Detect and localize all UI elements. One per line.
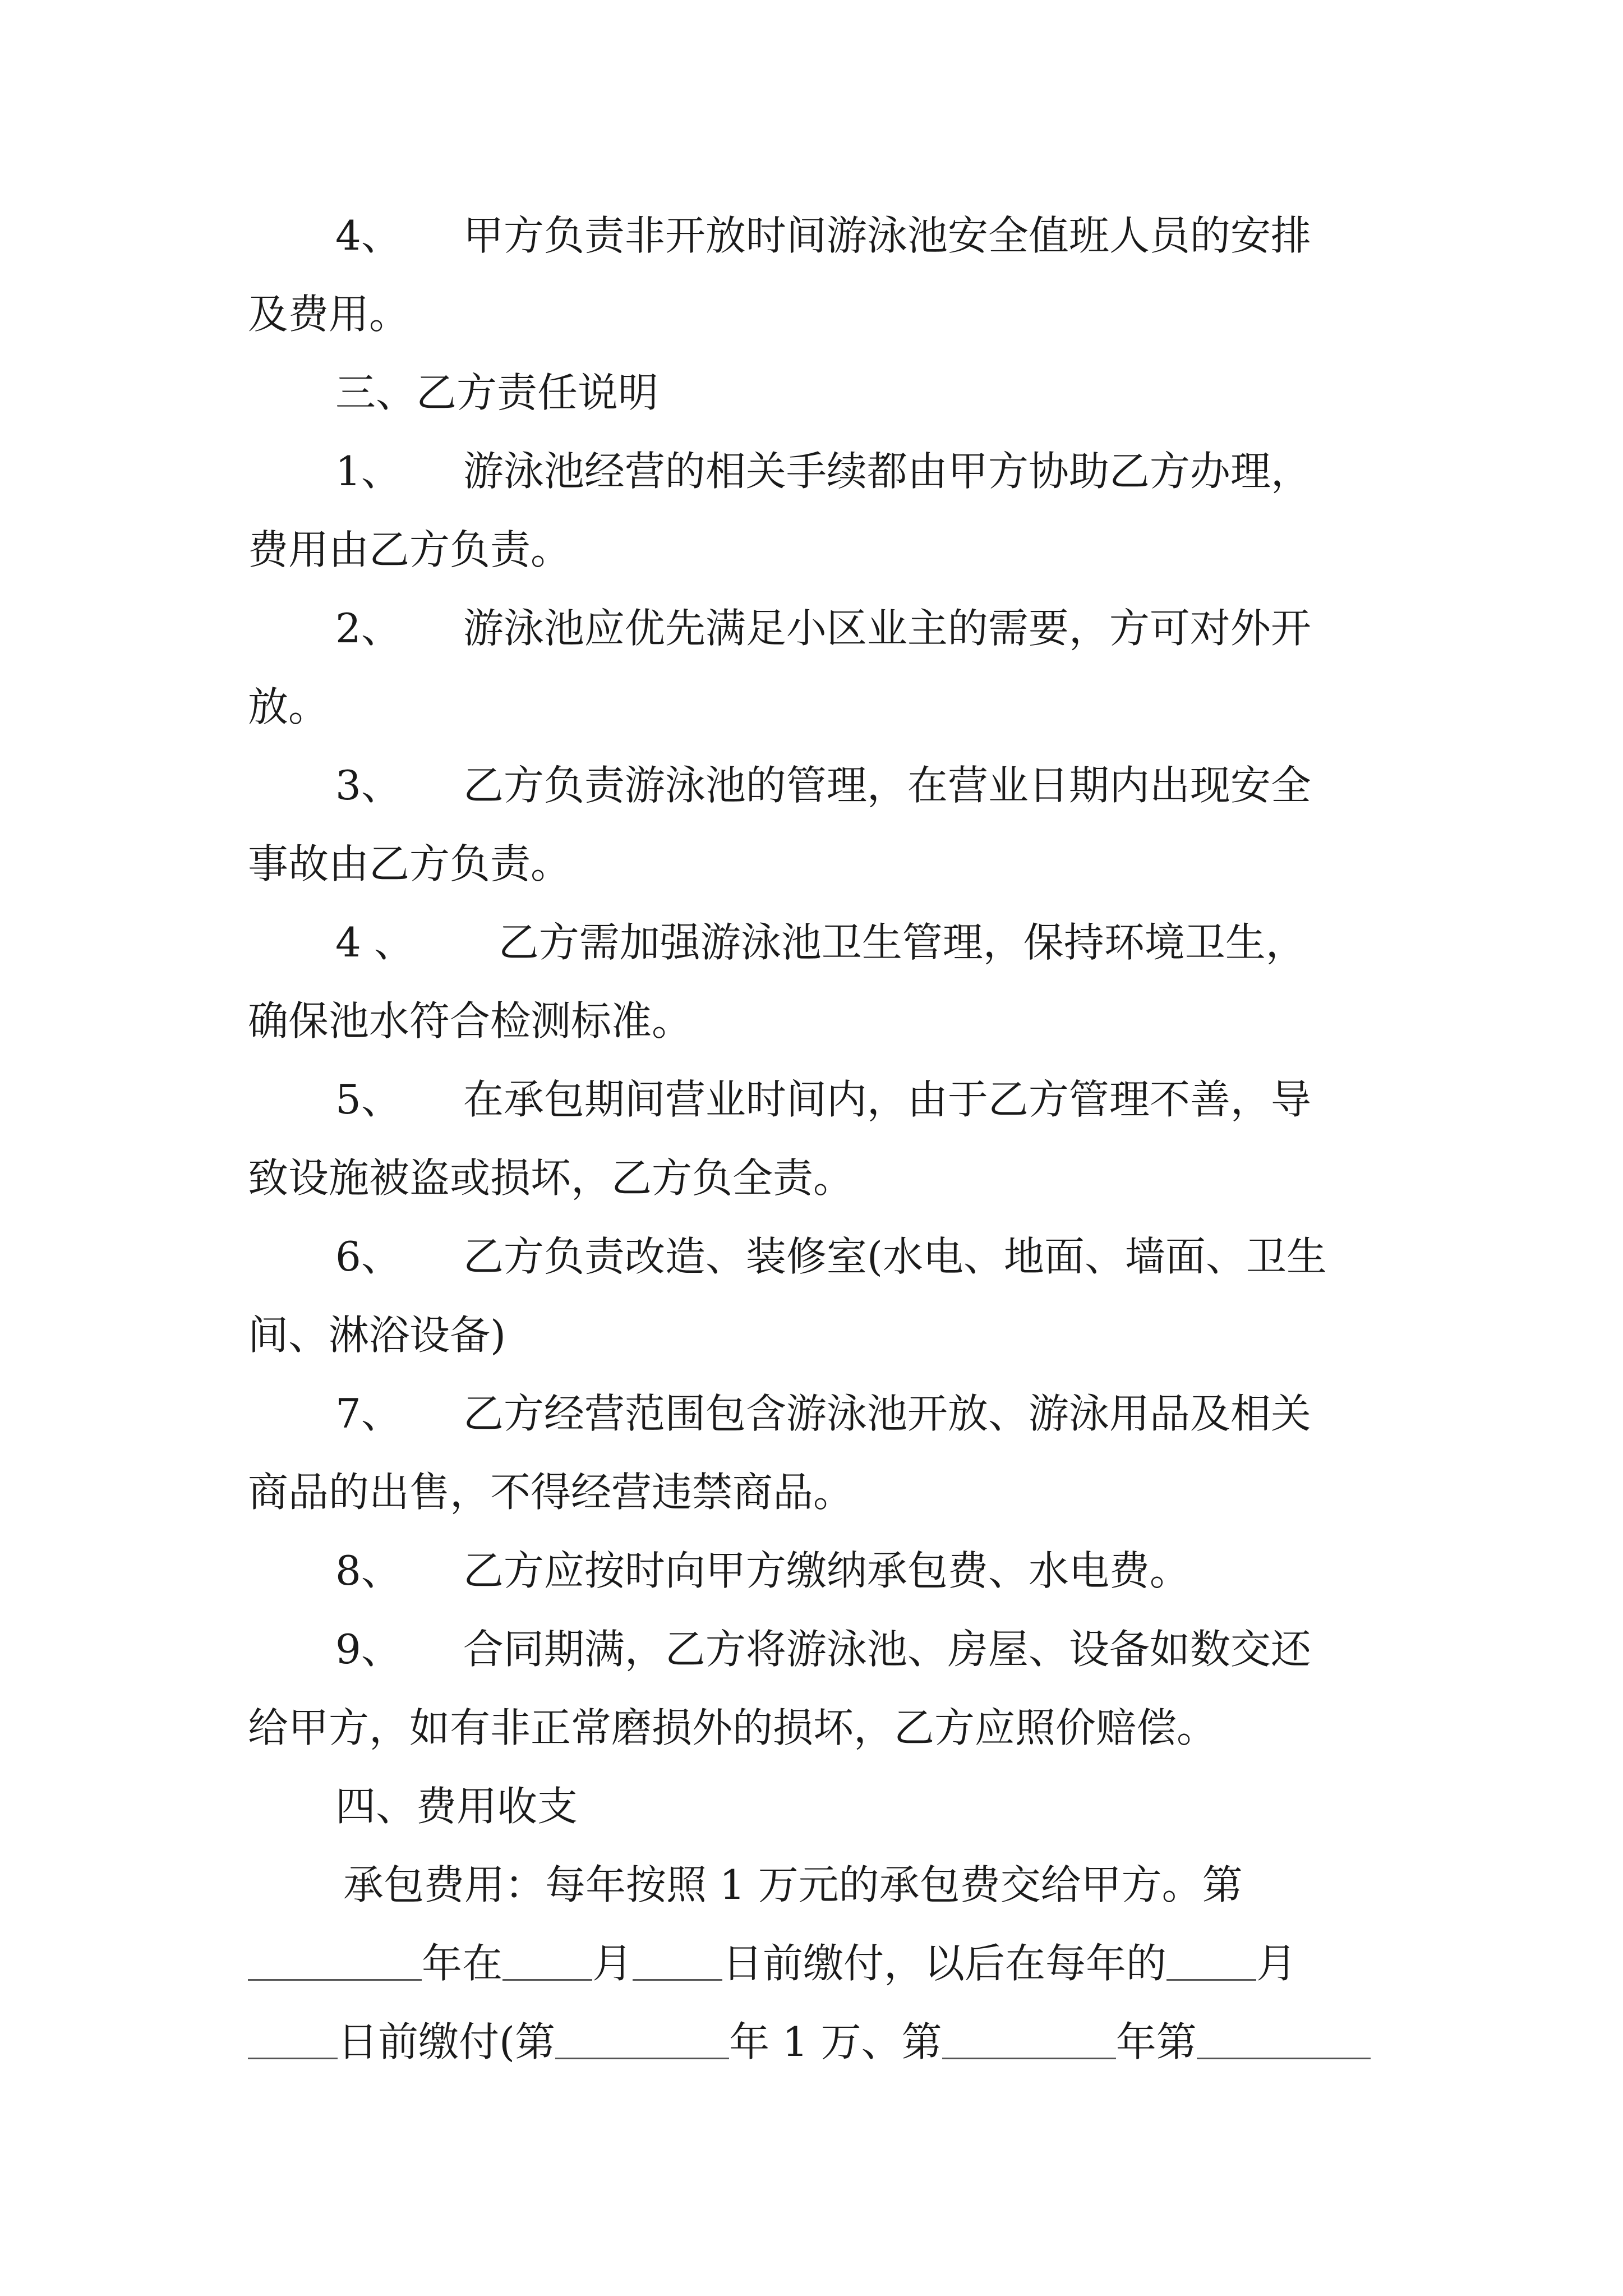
clause-text: 乙方负责游泳池的管理，在营业日期内出现安全 (463, 762, 1311, 809)
clause-number: 4 、 (335, 919, 414, 966)
fees-text: 年在 (422, 1940, 503, 1987)
clause-line (335, 600, 1392, 656)
clause-number: 6、 (335, 1233, 402, 1280)
clause-line (335, 914, 1392, 970)
clause-text: 游泳池应优先满足小区业主的需要，方可对外开 (463, 605, 1311, 652)
clause-number: 7、 (335, 1390, 402, 1437)
fees-line-1: 承包费用：每年按照 1 万元的承包费交给甲方。第 (343, 1861, 1243, 1908)
clause-line (335, 1071, 1392, 1128)
fill-in-blank[interactable] (248, 1939, 422, 1981)
clause-text: 乙方需加强游泳池卫生管理，保持环境卫生， (498, 919, 1306, 966)
fees-line-3 (248, 2014, 1392, 2070)
clause-number: 4、 (335, 212, 402, 259)
clause-text: 乙方应按时向甲方缴纳承包费、水电费。 (463, 1547, 1190, 1594)
fees-text: 年第 (1115, 2018, 1197, 2065)
section-heading: 四、费用收支 (335, 1783, 578, 1830)
fees-text: 月 (592, 1940, 633, 1987)
clause-number: 9、 (335, 1626, 402, 1673)
fill-in-blank[interactable] (555, 2017, 729, 2059)
clause-text: 游泳池经营的相关手续都由甲方协助乙方办理， (463, 448, 1311, 495)
fill-in-blank[interactable] (248, 2017, 338, 2059)
clause-line (335, 757, 1392, 813)
clause-number: 3、 (335, 762, 402, 809)
clause-continuation: 及费用。 (248, 291, 410, 338)
clause-text: 在承包期间营业时间内，由于乙方管理不善，导 (463, 1076, 1311, 1123)
clause-continuation: 事故由乙方负责。 (248, 840, 571, 887)
clause-number: 2、 (335, 605, 402, 652)
clause-line (335, 208, 1392, 264)
clause-line (335, 1543, 1392, 1599)
fees-text: 年 1 万、第 (729, 2018, 942, 2065)
clause-continuation: 放。 (248, 683, 329, 730)
clause-line (335, 1621, 1392, 1677)
fill-in-blank[interactable] (633, 1939, 722, 1981)
clause-line (335, 1386, 1392, 1442)
clause-text: 乙方负责改造、装修室(水电、地面、墙面、卫生 (463, 1233, 1327, 1280)
clause-continuation: 致设施被盗或损坏，乙方负全责。 (248, 1154, 854, 1202)
clause-number: 1、 (335, 448, 402, 495)
clause-number: 8、 (335, 1547, 402, 1594)
fill-in-blank[interactable] (1166, 1939, 1256, 1981)
clause-continuation: 确保池水符合检测标准。 (248, 997, 693, 1045)
fees-text: 月 (1256, 1940, 1297, 1987)
section-heading: 三、乙方责任说明 (335, 369, 659, 416)
clause-continuation: 间、淋浴设备) (248, 1312, 506, 1359)
fees-text: 日前缴付(第 (338, 2018, 556, 2065)
clause-continuation: 费用由乙方负责。 (248, 526, 571, 573)
clause-number: 5、 (335, 1076, 402, 1123)
clause-line (335, 1228, 1392, 1285)
fill-in-blank[interactable] (502, 1939, 592, 1981)
clause-text: 乙方经营范围包含游泳池开放、游泳用品及相关 (463, 1390, 1311, 1437)
clause-continuation: 商品的出售，不得经营违禁商品。 (248, 1469, 854, 1516)
clause-line (335, 443, 1392, 499)
clause-text: 合同期满，乙方将游泳池、房屋、设备如数交还 (463, 1626, 1311, 1673)
fees-text: 日前缴付，以后在每年的 (722, 1940, 1167, 1987)
fill-in-blank[interactable] (1197, 2017, 1371, 2059)
fees-line-2 (248, 1935, 1392, 1991)
clause-continuation: 给甲方，如有非正常磨损外的损坏，乙方应照价赔偿。 (248, 1704, 1218, 1751)
fill-in-blank[interactable] (942, 2017, 1116, 2059)
clause-text: 甲方负责非开放时间游泳池安全值班人员的安排 (463, 212, 1311, 259)
